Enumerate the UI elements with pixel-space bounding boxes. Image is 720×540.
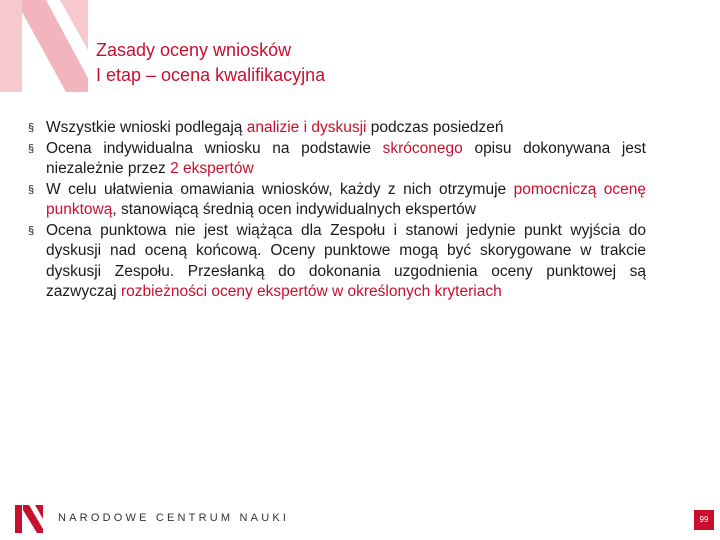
title-line-1: Zasady oceny wniosków: [96, 40, 292, 60]
bullet-item: [28, 180, 646, 221]
bullet-marker: §: [28, 183, 35, 196]
bullet-text: [46, 221, 646, 303]
org-name: NARODOWE CENTRUM NAUKI: [58, 512, 290, 524]
text-segment: Ocena punktowa nie jest wiążąca dla Zespołu i stanowi jedynie punkt wyjścia do dyskusji nad oceną końcową. Oceny punktowe mogą być skorygowane w trakcie dyskusji Zespołu. Przesłanką do dokonania uzgodnienia oceny punktowej są zazwyczaj: [46, 221, 646, 300]
title-line-2: I etap – ocena kwalifikacyjna: [96, 65, 326, 85]
ncn-logo-icon: [15, 505, 43, 533]
bullet-marker: §: [28, 142, 35, 155]
text-segment: W celu ułatwienia omawiania wniosków, każdy z nich otrzymuje: [46, 180, 514, 198]
bullet-marker: §: [28, 224, 35, 237]
bullet-item: [28, 139, 646, 180]
text-segment: Wszystkie wnioski podlegają: [46, 119, 247, 136]
text-segment: , stanowiącą średnią ocen indywidualnych ekspertów: [112, 201, 476, 218]
slide-title: [96, 38, 325, 88]
ncn-logo-large: [0, 0, 92, 92]
highlighted-text: skróconego: [382, 139, 463, 157]
bullet-item: [28, 118, 646, 139]
bullet-item: [28, 221, 646, 303]
bullet-list: [28, 118, 646, 303]
text-segment: Ocena indywidualna wniosku na podstawie: [46, 139, 383, 157]
bullet-text: [46, 180, 646, 221]
text-segment: podczas posiedzeń: [366, 119, 504, 136]
page-number: 99: [694, 510, 714, 530]
highlighted-text: pomocniczą ocenę punktową: [46, 180, 646, 218]
text-segment: opisu dokonywana jest niezależnie przez: [46, 139, 646, 177]
highlighted-text: rozbieżności oceny ekspertów w określonych kryteriach: [120, 283, 502, 300]
bullet-text: [46, 118, 646, 139]
bullet-marker: §: [28, 122, 35, 134]
highlighted-text: 2 ekspertów: [170, 160, 254, 177]
bullet-text: [46, 139, 646, 180]
highlighted-text: analizie i dyskusji: [246, 119, 367, 136]
